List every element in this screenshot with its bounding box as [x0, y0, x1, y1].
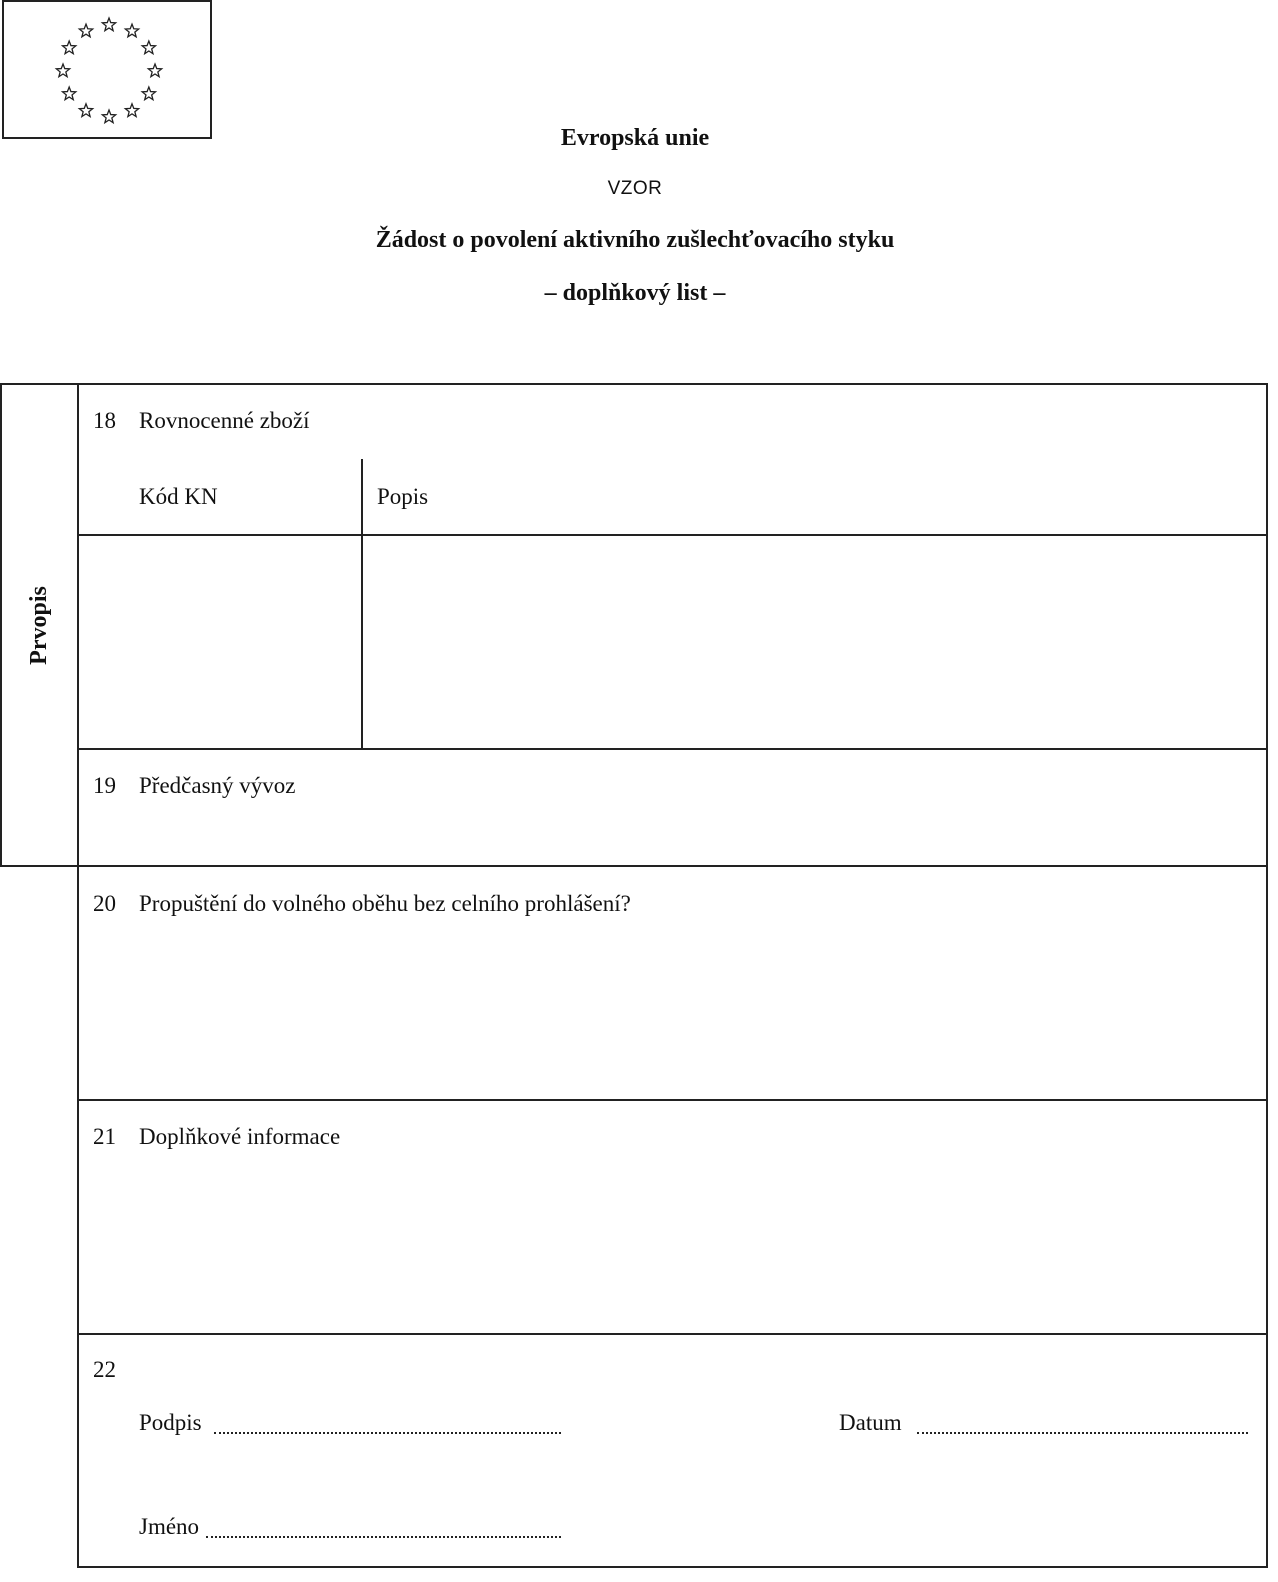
field-20-bottom-line: [77, 1099, 1268, 1101]
flag-star-icon: [102, 110, 115, 123]
field-22-number: 22: [93, 1357, 116, 1382]
flag-star-icon: [142, 41, 155, 54]
field-21-label: Doplňkové informace: [139, 1124, 341, 1149]
organization-title: Evropská unie: [560, 125, 710, 151]
cn-code-column-header: Kód KN: [139, 484, 218, 509]
field-19-number: 19: [93, 773, 116, 798]
description-input[interactable]: [363, 536, 1266, 748]
bottom-border: [77, 1566, 1268, 1568]
eu-flag-icon: [2, 0, 212, 139]
flag-star-icon: [148, 64, 161, 77]
field-18-bottom-line: [77, 748, 1268, 750]
field-21-bottom-line: [77, 1333, 1268, 1335]
flag-star-icon: [63, 87, 76, 100]
early-export-input[interactable]: [79, 805, 1266, 865]
right-border: [1266, 865, 1268, 1568]
form-title: Žádost o povolení aktivního zušlechťovacího styku: [375, 227, 895, 253]
side-label: Prvopis: [25, 586, 52, 665]
form-subtitle: – doplňkový list –: [544, 280, 726, 306]
specimen-label: VZOR: [607, 178, 663, 199]
date-line[interactable]: [917, 1432, 1248, 1434]
name-label: Jméno: [139, 1514, 200, 1539]
flag-star-icon: [102, 18, 115, 31]
flag-star-icon: [79, 104, 92, 117]
flag-star-icon: [79, 24, 92, 37]
cn-code-input[interactable]: [79, 536, 361, 748]
field-19-label: Předčasný vývoz: [139, 773, 296, 798]
release-free-circulation-input[interactable]: [79, 925, 1266, 1098]
flag-star-icon: [142, 87, 155, 100]
date-label: Datum: [839, 1410, 902, 1435]
field-18-number: 18: [93, 408, 116, 433]
field-20-number: 20: [93, 891, 116, 916]
signature-label: Podpis: [139, 1410, 202, 1435]
flag-star-icon: [56, 64, 69, 77]
flag-star-icon: [125, 104, 138, 117]
flag-star-icon: [63, 41, 76, 54]
additional-info-input[interactable]: [79, 1158, 1266, 1331]
name-line[interactable]: [206, 1536, 561, 1538]
field-20-label: Propuštění do volného oběhu bez celního prohlášení?: [139, 891, 631, 916]
flag-star-icon: [125, 24, 138, 37]
field-21-number: 21: [93, 1124, 116, 1149]
field-18-label: Rovnocenné zboží: [139, 408, 310, 433]
description-column-header: Popis: [377, 484, 429, 509]
signature-line[interactable]: [214, 1432, 561, 1434]
